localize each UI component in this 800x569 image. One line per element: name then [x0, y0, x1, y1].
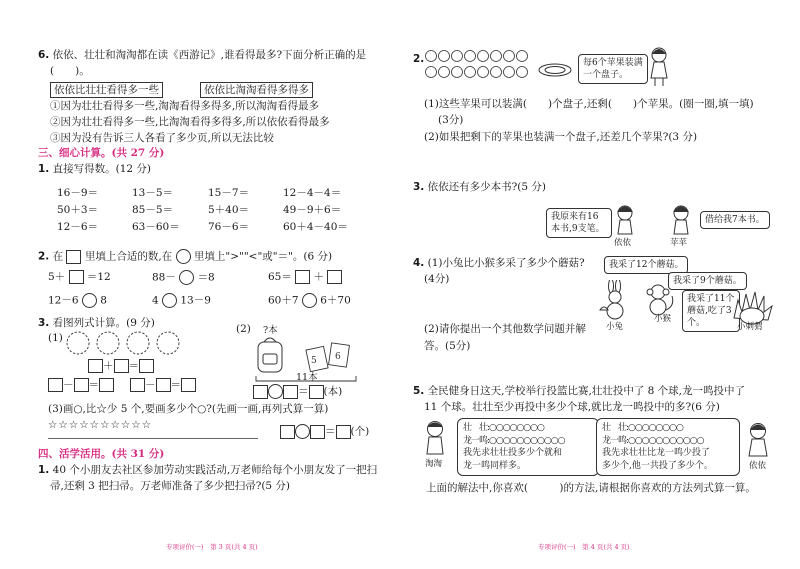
apple-icon	[504, 67, 515, 78]
r-q5-panel-1	[457, 418, 599, 476]
q4-text-2: 帚,还剩 3 把扫帚。万老师准备了多少把扫帚?(5 分)	[50, 480, 291, 492]
r-q4-bubble-hedgehog: 我采了11个蘑菇,吃了3个。	[682, 290, 740, 332]
q3-part1-eq2: － ＝	[48, 378, 114, 392]
answer-box[interactable]	[130, 378, 145, 392]
apple-icon	[426, 51, 437, 62]
answer-box[interactable]	[310, 425, 325, 439]
apple-icon	[452, 51, 463, 62]
q6-line1	[38, 48, 366, 62]
answer-box[interactable]	[283, 385, 298, 399]
drawing-line	[48, 438, 258, 439]
answer-box[interactable]	[253, 385, 268, 399]
q2-r2-c	[268, 293, 351, 308]
r-q3-text: 依依还有多少本书?(5 分)	[427, 181, 546, 193]
q3-part3-eq: ＝ (个)	[280, 424, 369, 439]
bead-rings-figure	[63, 328, 203, 358]
calc-r1-c3: 15－7＝	[208, 187, 250, 199]
r-q4-name-monkey: 小猴	[654, 314, 672, 324]
q3-part3-text: (3)画○,比☆少 5 个,要画多少个○?(先画一画,再列式算一算)	[48, 403, 329, 415]
r-q4-bubble-rabbit: 我采了12个蘑菇。	[604, 256, 688, 274]
q6-option-1	[50, 82, 163, 98]
r-q2-part1: (1)这些苹果可以装满( )个盘子,还剩( )个苹果。(圈一圈,填一填)	[424, 98, 754, 110]
r-q5-panel-1-row-2: 龙一鸣:○○○○○○○○○○○	[463, 435, 565, 446]
apple-icon	[478, 67, 489, 78]
unit-items: (个)	[350, 425, 370, 438]
apple-icon	[517, 51, 528, 62]
r-q4-number: 4.	[413, 257, 425, 269]
answer-box[interactable]	[336, 425, 351, 439]
q6-blank: ( )。	[50, 65, 90, 77]
q2-r2-c-post: 6＋70	[320, 294, 351, 307]
book-stack-icon	[306, 343, 350, 372]
q2-text-a: 在	[52, 250, 64, 263]
q3-part2-eq: ＝ (本)	[253, 384, 342, 399]
q1-line	[38, 162, 151, 176]
answer-box[interactable]	[295, 270, 310, 284]
q2-r2-a	[48, 293, 107, 308]
calc-r1-c1: 16－9＝	[57, 187, 99, 199]
blank-box-icon	[66, 250, 81, 264]
calc-r3-c1: 12－6＝	[57, 221, 99, 233]
q3-part1-eq1: ＋ ＝	[88, 359, 154, 373]
q2-r2-b-post: 13－9	[180, 294, 211, 307]
r-q4-bubble-monkey: 我采了9个蘑菇。	[668, 272, 747, 290]
unit-books: (本)	[323, 385, 343, 398]
answer-circle[interactable]	[162, 293, 177, 308]
q2-r1-b-pre: 88－	[152, 271, 176, 284]
apple-icon	[439, 51, 450, 62]
answer-box[interactable]	[74, 378, 89, 392]
q6-choice-2: ②因为壮壮看得多一些,比淘淘看得多得多,所以依依看得最多	[50, 116, 330, 128]
q3-text: 看图列式计算。(9 分)	[52, 317, 155, 329]
q2-text-b: 里填上合适的数,在	[84, 250, 173, 263]
apple-icon	[426, 67, 437, 78]
answer-box[interactable]	[139, 359, 154, 373]
q4-line1	[38, 463, 377, 477]
answer-box[interactable]	[327, 270, 342, 284]
r-q5-name-1: 淘淘	[425, 459, 443, 469]
r-q2-number: 2.	[413, 53, 425, 65]
answer-box[interactable]	[99, 378, 114, 392]
answer-box[interactable]	[181, 378, 196, 392]
calc-r3-c3: 76－6＝	[208, 221, 250, 233]
calc-r2-c4: 49－9＋6＝	[283, 204, 342, 216]
bead-ring-icon	[97, 332, 119, 354]
q2-number: 2.	[38, 250, 50, 263]
girl-yiyi-icon	[612, 204, 638, 236]
r-q4-name-rabbit: 小兔	[606, 322, 624, 332]
answer-circle[interactable]	[179, 270, 194, 285]
q2-text-c: 里填上">""<"或"＝"。(6 分)	[193, 250, 333, 263]
blank-circle-icon	[176, 249, 191, 264]
calc-r2-c2: 85－5＝	[132, 204, 174, 216]
r-q3-name-2: 苹苹	[670, 238, 688, 248]
q6-option-1-text: 依依比壮壮看得多一些	[50, 82, 163, 98]
girl-yiyi-2-icon	[744, 422, 772, 458]
q2-r2-a-post: 8	[100, 294, 107, 307]
r-q2-speech-bubble: 每6个苹果装满一个盘子。	[578, 54, 648, 84]
q3-number: 3.	[38, 317, 50, 329]
girl-pingping-icon	[668, 204, 694, 236]
r-q5-text-3: 上面的解法中,你喜欢( )的方法,请根据你喜欢的方法列式算一算。	[426, 482, 756, 494]
bead-ring-icon	[157, 332, 179, 354]
q2-r1-a	[48, 270, 111, 284]
r-q5-panel-2-row-1: 壮 壮:○○○○○○○○	[602, 423, 683, 433]
section-3-title: 三、细心计算。(共 27 分)	[38, 147, 165, 159]
calc-r2-c3: 5＋40＝	[208, 204, 250, 216]
r-q4-text-2b: 答。(5分)	[424, 340, 471, 352]
r-q5-panel-1-row-1: 壮 壮:○○○○○○○○	[463, 423, 544, 433]
apple-icon	[478, 51, 489, 62]
calc-r3-c2: 63－60＝	[132, 221, 180, 233]
q4-number: 1.	[38, 464, 50, 476]
q2-r2-c-pre: 60＋7	[268, 294, 299, 307]
r-q5-panel-1-row-4: 龙一鸣同样多。	[463, 460, 527, 471]
apples-figure	[424, 46, 534, 86]
answer-circle[interactable]	[82, 293, 97, 308]
r-q3-bubble-1: 我原来有16本书,9支笔。	[546, 208, 612, 238]
q3-unknown-label: ?本	[263, 325, 278, 336]
r-q4-score-1: (4分)	[424, 273, 450, 285]
plate-icon	[537, 62, 573, 78]
answer-box[interactable]	[69, 270, 84, 284]
r-q5-panel-2	[596, 418, 740, 476]
bead-ring-icon	[67, 332, 89, 354]
svg-text:5: 5	[311, 356, 317, 366]
q3-part1-label: (1)	[48, 332, 63, 344]
q2-line	[38, 249, 332, 264]
q6-number: 6.	[38, 49, 50, 61]
boy-taotao-icon	[420, 420, 450, 456]
answer-box[interactable]	[48, 378, 63, 392]
calc-r1-c4: 12－4－4＝	[283, 187, 342, 199]
rabbit-icon	[598, 280, 632, 320]
answer-box[interactable]	[114, 359, 129, 373]
q2-r2-b-pre: 4	[152, 294, 159, 307]
r-q3-number: 3.	[413, 181, 425, 193]
section-4-title: 四、活学活用。(共 31 分)	[38, 448, 165, 460]
q4-text-1: 40 个小朋友去社区参加劳动实践活动,万老师给每个小朋友发了一把扫	[52, 464, 378, 476]
q2-r1-b-post: ＝8	[197, 271, 215, 284]
bead-ring-icon	[127, 332, 149, 354]
r-q4-text-1: (1)小兔比小猴多采了多少个蘑菇?	[427, 257, 585, 269]
q2-r2-b	[152, 293, 211, 308]
apple-icon	[491, 51, 502, 62]
answer-box[interactable]	[88, 359, 103, 373]
r-q4-text-2: (2)请你提出一个其他数学问题并解	[424, 323, 586, 335]
q6-choice-3: ③因为没有告诉三人各看了多少页,所以无法比较	[50, 132, 274, 144]
q3-part1-eq3: － ＝	[130, 378, 196, 392]
q2-r1-a-pre: 5＋	[48, 271, 66, 283]
q2-r1-a-post: ＝12	[86, 271, 111, 283]
apple-icon	[439, 67, 450, 78]
q2-r1-c-pre: 65＝	[268, 271, 292, 283]
svg-text:6: 6	[335, 352, 341, 362]
q6-option-2-text: 依依比淘淘看得多得多	[200, 82, 313, 98]
r-q5-line1	[413, 384, 745, 398]
q2-r1-c-mid: ＋	[313, 271, 325, 283]
r-q5-number: 5.	[413, 385, 425, 397]
answer-circle[interactable]	[302, 293, 317, 308]
answer-circle[interactable]	[295, 424, 310, 439]
r-q5-name-2: 依依	[749, 461, 767, 471]
apple-icon	[491, 67, 502, 78]
apple-icon	[452, 67, 463, 78]
q6-text: 依依、壮壮和淘淘都在读《西游记》,谁看得最多?下面分析正确的是	[52, 49, 367, 61]
r-q5-text-2: 11 个球。壮壮至少再投中多少个球,就比龙一鸣投中的多?(6 分)	[424, 401, 720, 413]
r-q4-name-hedgehog: 小刺猬	[737, 322, 763, 332]
calc-r3-c4: 60＋4－40＝	[283, 221, 348, 233]
q2-r1-b	[152, 270, 215, 285]
r-q3-name-1: 依依	[614, 238, 632, 248]
r-q4-line1	[413, 256, 585, 270]
q3-star-row: ☆☆☆☆☆☆☆☆☆☆	[48, 419, 153, 431]
r-q2-part1-score: (3分)	[438, 114, 464, 126]
r-q5-panel-2-row-3: 我先求壮壮比龙一鸣少投了	[602, 448, 711, 458]
r-q5-panel-2-row-4: 多少个,他一共投了多少个。	[602, 460, 713, 471]
q2-r1-c	[268, 270, 342, 284]
q2-r2-a-pre: 12－6	[48, 294, 79, 307]
answer-circle[interactable]	[268, 384, 283, 399]
answer-box[interactable]	[156, 378, 171, 392]
r-q3-line	[413, 180, 546, 194]
calc-r1-c2: 13－5＝	[132, 187, 174, 199]
r-q2-part2: (2)如果把剩下的苹果也装满一个盘子,还差几个苹果?(3 分)	[424, 131, 698, 143]
calc-r2-c1: 50＋3＝	[57, 204, 99, 216]
apple-icon	[465, 67, 476, 78]
q3-total-label: 11本	[296, 372, 318, 383]
r-q5-text-1: 全民健身日这天,学校举行投篮比赛,壮壮投中了 8 个球,龙一鸣投中了	[427, 385, 746, 397]
q1-text: 直接写得数。(12 分)	[52, 163, 152, 175]
answer-box[interactable]	[309, 385, 324, 399]
q6-option-2	[200, 82, 313, 98]
q6-choice-1: ①因为壮壮看得多一些,淘淘看得多得多,所以淘淘看得最多	[50, 100, 320, 112]
apple-icon	[517, 67, 528, 78]
r-q3-bubble-2: 借给我7本书。	[700, 211, 770, 229]
r-q5-panel-1-row-3: 我先求壮壮投多少个就和	[463, 448, 563, 458]
girl-icon	[646, 46, 672, 88]
q3-part2-label: (2)	[236, 323, 251, 335]
right-footer: 专项评价(一) 第 4 页(共 4 页)	[538, 543, 630, 551]
left-footer: 专项评价(一) 第 3 页(共 4 页)	[166, 543, 258, 551]
apple-icon	[504, 51, 515, 62]
r-q5-panel-2-row-2: 龙一鸣:○○○○○○○○○○○	[602, 435, 704, 446]
answer-box[interactable]	[280, 425, 295, 439]
q1-number: 1.	[38, 163, 50, 175]
apple-icon	[465, 51, 476, 62]
backpack-icon	[258, 338, 282, 372]
